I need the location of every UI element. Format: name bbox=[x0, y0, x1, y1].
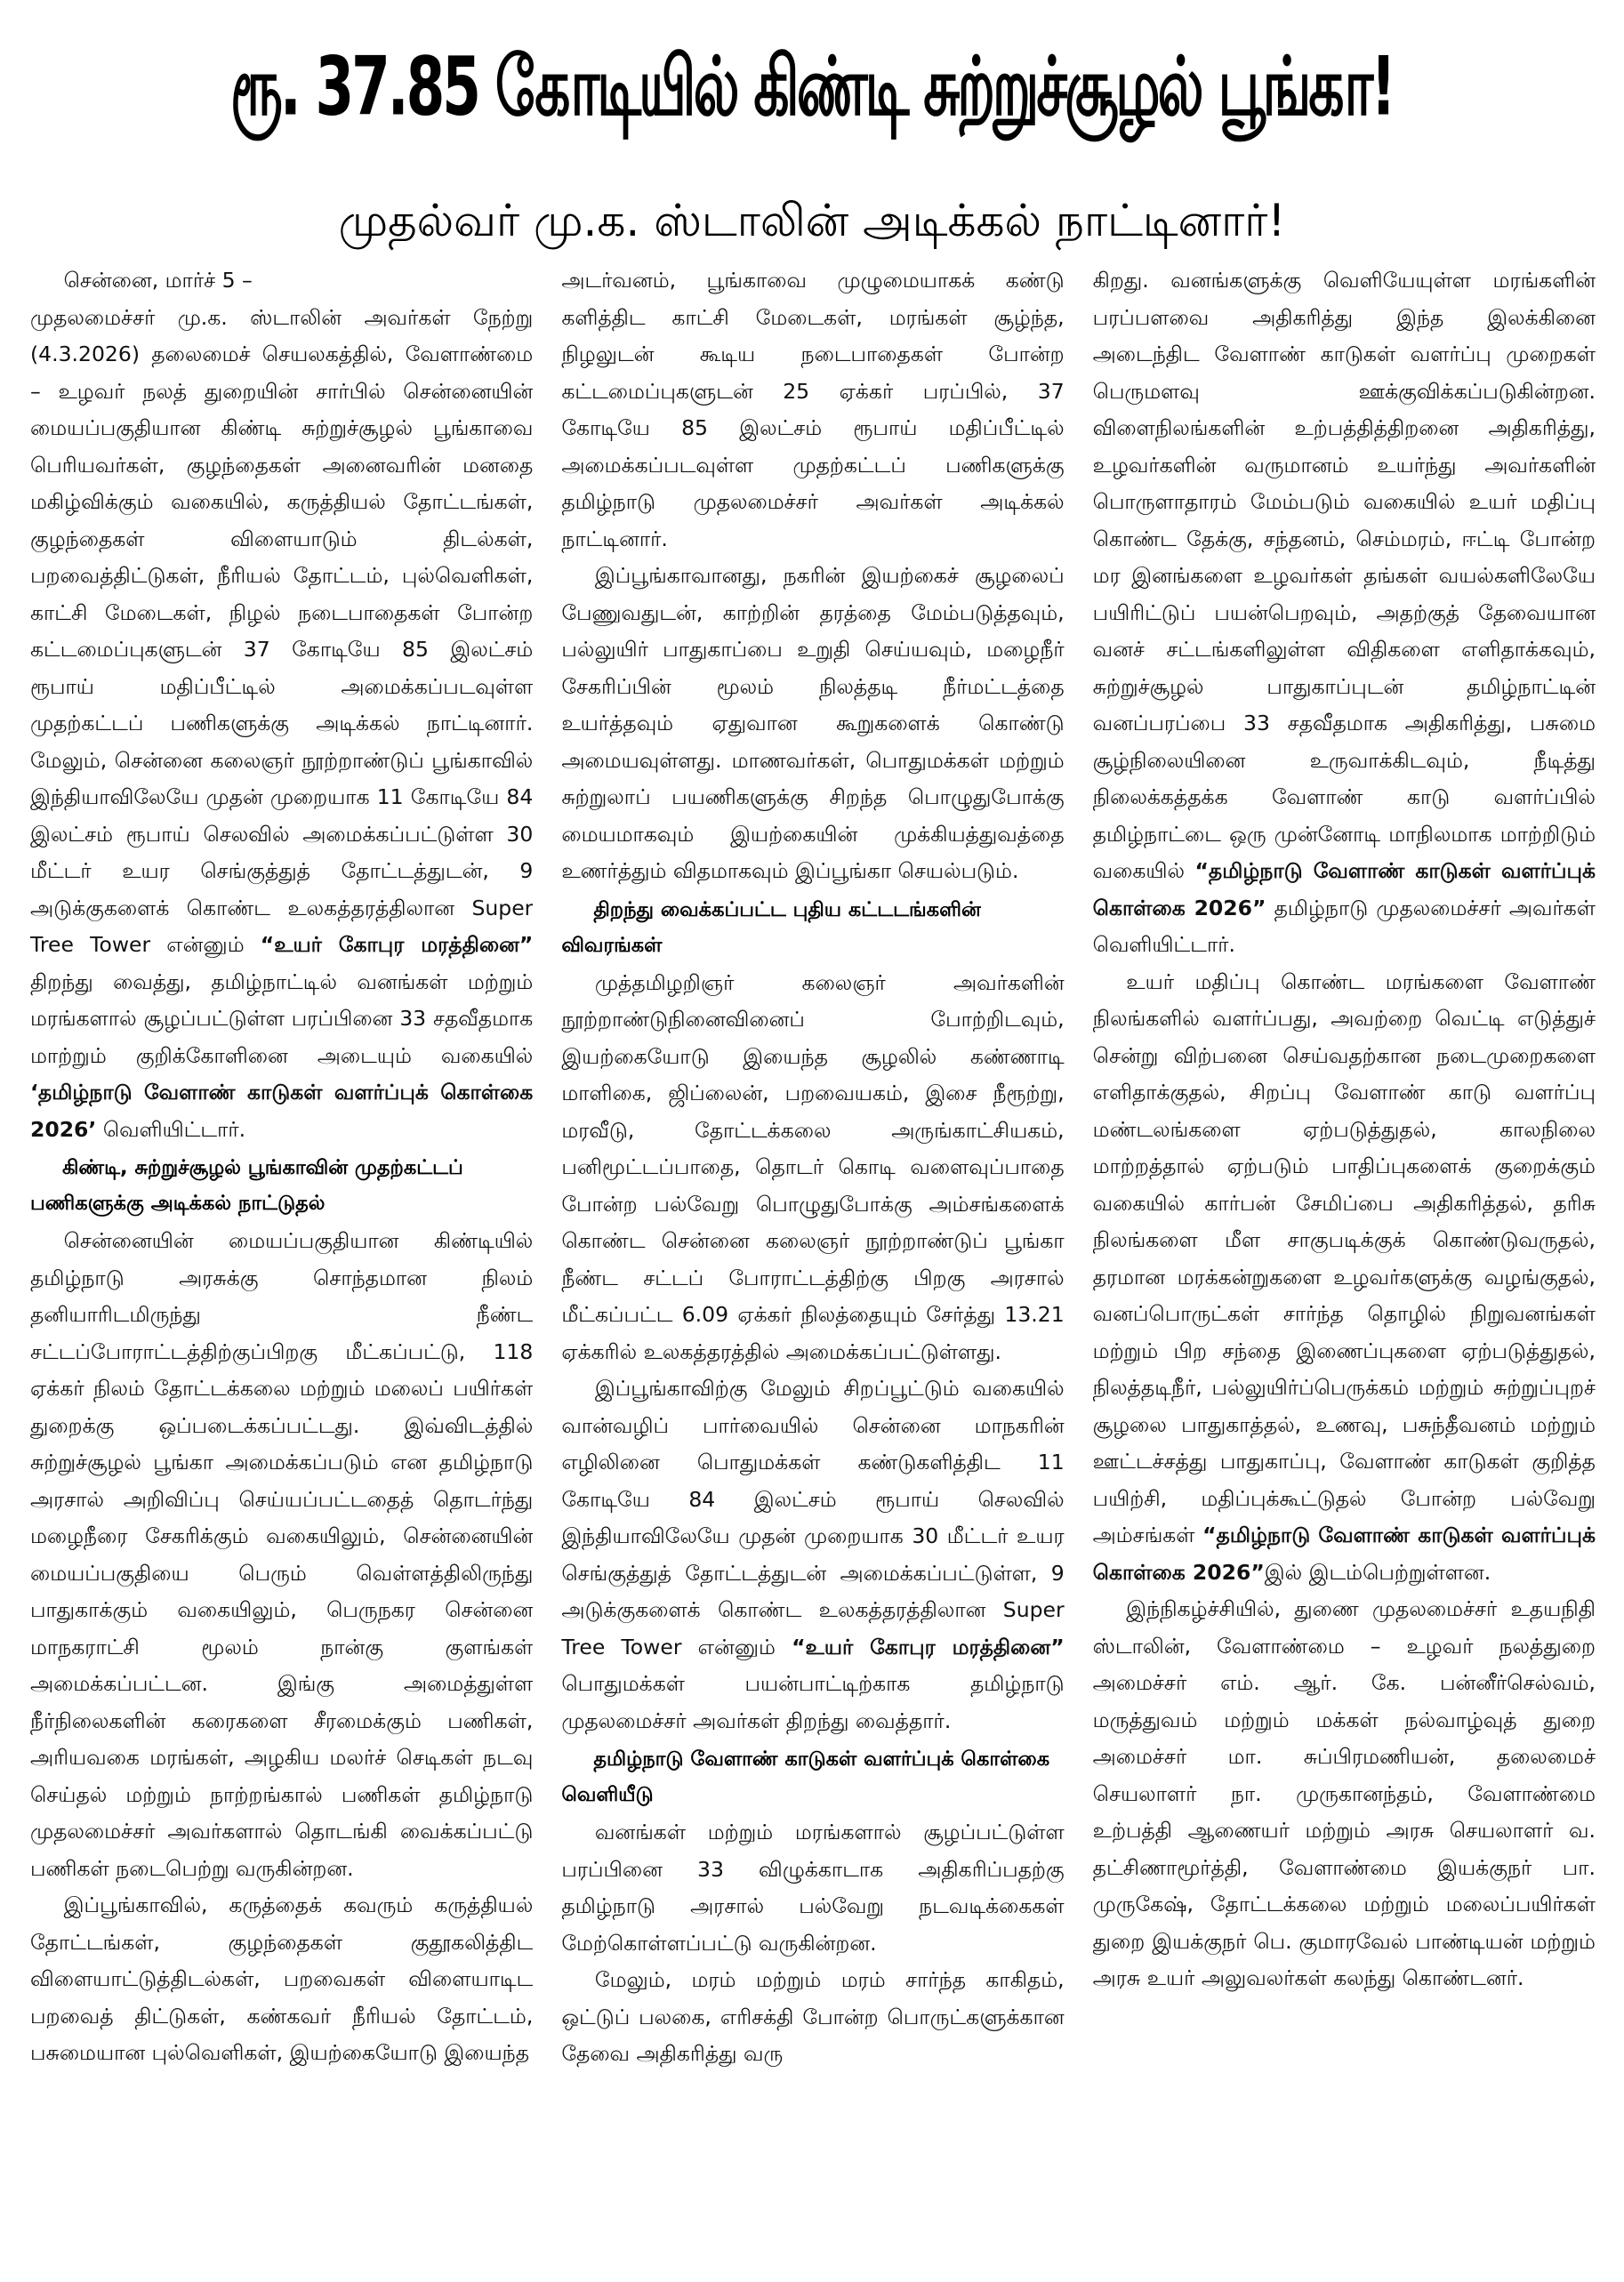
policy-name: “தமிழ்நாடு வேளாண் காடுகள் வளர்ப்புக் கொள்கை 2026” bbox=[1092, 858, 1596, 920]
paragraph: முத்தமிழறிஞர் கலைஞர் அவர்களின் நூற்றாண்டுநினைவினைப் போற்றிடவும், இயற்கையோடு இயைந்த சூழலில் கண்ணாடி மாளிகை, ஜிப்லைன், பறவையகம், இசை நீரூற்று, மரவீடு, தோட்டக்கலை அருங்காட்சியகம், பனிமூட்டப்பாதை, தொடர் கொடி வளைவுப்பாதை போன்ற பல்வேறு பொழுதுபோக்கு அம்சங்களைக் கொண்ட சென்னை கலைஞர் நூற்றாண்டுப் பூங்கா நீண்ட சட்டப் போராட்டத்திற்கு பிறகு அரசால் மீட்கப்பட்ட 6.09 ஏக்கர் நிலத்தையும் சேர்த்து 13.21 ஏக்கரில் உலகத்தரத்தில் அமைக்கப்பட்டுள்ளது. bbox=[561, 969, 1065, 1364]
article-columns bbox=[30, 262, 1596, 2277]
paragraph: அடர்வனம், பூங்காவை முழுமையாகக் கண்டு களித்திட காட்சி மேடைகள், மரங்கள் சூழ்ந்த, நிழலுடன் கூடிய நடைபாதைகள் போன்ற கட்டமைப்புகளுடன் 25 ஏக்கர் பரப்பில், 37 கோடியே 85 இலட்சம் ரூபாய் மதிப்பீட்டில் அமைக்கப்படவுள்ள முதற்கட்டப் பணிகளுக்கு தமிழ்நாடு முதலமைச்சர் அவர்கள் அடிக்கல் நாட்டினார். bbox=[561, 268, 1065, 551]
section-heading: திறந்து வைக்கப்பட்ட புதிய கட்டடங்களின் விவரங்கள் bbox=[561, 897, 981, 957]
paragraph-text: முதலமைச்சர் மு.க. ஸ்டாலின் அவர்கள் நேற்று (4.3.2026) தலைமைச் செயலகத்தில், வேளாண்மை – உழவர் நலத் துறையின் சார்பில் சென்னையின் மையப்பகுதியான கிண்டி சுற்றுச்சூழல் பூங்காவை பெரியவர்கள், குழந்தைகள் அனைவரின் மனதை மகிழ்விக்கும் வகையில், கருத்தியல் தோட்டங்கள், குழந்தைகள் விளையாடும் திடல்கள், பறவைத்திட்டுகள், நீரியல் தோட்டம், புல்வெளிகள், காட்சி மேடைகள், நிழல் நடைபாதைகள் போன்ற கட்டமைப்புகளுடன் 37 கோடியே 85 இலட்சம் ரூபாய் மதிப்பீட்டில் அமைக்கப்படவுள்ள முதற்கட்டப் பணிகளுக்கு அடிக்கல் நாட்டினார். மேலும், சென்னை கலைஞர் நூற்றாண்டுப் பூங்காவில் இந்தியாவிலேயே முதன் முறையாக 11 கோடியே 84 இலட்சம் ரூபாய் செலவில் அமைக்கப்பட்டுள்ள 30 மீட்டர் உயர செங்குத்துத் தோட்டத்துடன், 9 அடுக்குகளைக் கொண்ட உலகத்தரத்திலான Super Tree Tower என்னும் bbox=[30, 304, 534, 957]
section-heading: தமிழ்நாடு வேளாண் காடுகள் வளர்ப்புக் கொள்கை வெளியீடு bbox=[561, 1748, 1050, 1806]
policy-name: ‘தமிழ்நாடு வேளாண் காடுகள் வளர்ப்புக் கொள்கை 2026’ bbox=[30, 1080, 534, 1142]
bold-phrase: “உயர் கோபுர மரத்தினை” bbox=[792, 1634, 1065, 1659]
paragraph-text: வெளியிட்டார். bbox=[102, 1116, 246, 1142]
column-2 bbox=[561, 262, 1064, 2277]
dateline: சென்னை, மார்ச் 5 – bbox=[63, 268, 253, 293]
subheadline: முதல்வர் மு.க. ஸ்டாலின் அடிக்கல் நாட்டினார்! bbox=[338, 195, 1286, 246]
paragraph bbox=[30, 300, 533, 1149]
paragraph-text: இப்பூங்காவிற்கு மேலும் சிறப்பூட்டும் வகையில் வான்வழிப் பார்வையில் சென்னை மாநகரின் எழிலினை பொதுமக்கள் கண்டுகளித்திட 11 கோடியே 84 இலட்சம் ரூபாய் செலவில் இந்தியாவிலேயே முதன் முறையாக 30 மீட்டர் உயர செங்குத்துத் தோட்டத்துடன் அமைக்கப்பட்டுள்ள, 9 அடுக்குகளைக் கொண்ட உலகத்தரத்திலான Super Tree Tower என்னும் bbox=[561, 1376, 1065, 1659]
headline: ரூ. 37.85 கோடியில் கிண்டி சுற்றுச்சூழல் பூங்கா! bbox=[230, 39, 1394, 134]
bold-phrase: “உயர் கோபுர மரத்தினை” bbox=[260, 932, 534, 957]
paragraph: சென்னையின் மையப்பகுதியான கிண்டியில் தமிழ்நாடு அரசுக்கு சொந்தமான நிலம் தனியாரிடமிருந்து நீண்ட சட்டப்போராட்டத்திற்குப்பிறகு மீட்கப்பட்டு, 118 ஏக்கர் நிலம் தோட்டக்கலை மற்றும் மலைப் பயிர்கள் துறைக்கு ஒப்படைக்கப்பட்டது. இவ்விடத்தில் சுற்றுச்சூழல் பூங்கா அமைக்கப்படும் என தமிழ்நாடு அரசால் அறிவிப்பு செய்யப்பட்டதைத் தொடர்ந்து மழைநீரை சேகரிக்கும் வகையிலும், சென்னையின் மையப்பகுதியை பெரும் வெள்ளத்திலிருந்து பாதுகாக்கும் வகையிலும், பெருநகர சென்னை மாநகராட்சி மூலம் நான்கு குளங்கள் அமைக்கப்பட்டன. இங்கு அமைத்துள்ள நீர்நிலைகளின் கரைகளை சீரமைக்கும் பணிகள், அரியவகை மரங்கள், அழகிய மலர்ச் செடிகள் நடவு செய்தல் மற்றும் நாற்றங்கால் பணிகள் தமிழ்நாடு முதலமைச்சர் அவர்களால் தொடங்கி வைக்கப்பட்டு பணிகள் நடைபெற்று வருகின்றன. bbox=[30, 1228, 534, 1881]
paragraph bbox=[30, 262, 533, 300]
paragraph-text: திறந்து வைத்து, தமிழ்நாட்டில் வனங்கள் மற்றும் மரங்களால் சூழப்பட்டுள்ள பரப்பினை 33 சதவீதமாக மாற்றும் குறிக்கோளினை அடையும் வகையில் bbox=[30, 968, 534, 1068]
paragraph-text: உயர் மதிப்பு கொண்ட மரங்களை வேளாண் நிலங்களில் வளர்ப்பது, அவற்றை வெட்டி எடுத்துச் சென்று விற்பனை செய்வதற்கான நடைமுறைகளை எளிதாக்குதல், சிறப்பு வேளாண் காடு வளர்ப்பு மண்டலங்களை ஏற்படுத்துதல், காலநிலை மாற்றத்தால் ஏற்படும் பாதிப்புகளைக் குறைக்கும் வகையில் கார்பன் சேமிப்பை அதிகரித்தல், தரிசு நிலங்களை மீள சாகுபடிக்குக் கொண்டுவருதல், தரமான மரக்கன்றுகளை உழவர்களுக்கு வழங்குதல், வனப்பொருட்கள் சார்ந்த தொழில் நிறுவனங்கள் மற்றும் பிற சந்தை இணைப்புகளை ஏற்படுத்துதல், நிலத்தடிநீர், பல்லுயிர்ப்பெருக்கம் மற்றும் சுற்றுப்புறச் சூழலை பாதுகாத்தல், உணவு, பசுந்தீவனம் மற்றும் ஊட்டச்சத்து பாதுகாப்பு, வேளாண் காடுகள் குறித்த பயிற்சி, மதிப்புக்கூட்டுதல் போன்ற பல்வேறு அம்சங்கள் bbox=[1092, 968, 1596, 1547]
policy-name: “தமிழ்நாடு வேளாண் காடுகள் வளர்ப்புக் கொள்கை 2026” bbox=[1092, 1523, 1596, 1585]
paragraph: இப்பூங்காவில், கருத்தைக் கவரும் கருத்தியல் தோட்டங்கள், குழந்தைகள் குதூகலித்திட விளையாட்டுத்திடல்கள், பறவைகள் விளையாடிட பறவைத் திட்டுகள், கண்கவர் நீரியல் தோட்டம், பசுமையான புல்வெளிகள், இயற்கையோடு இயைந்த bbox=[30, 1892, 534, 2065]
column-1 bbox=[30, 262, 533, 2277]
paragraph-text: இல் இடம்பெற்றுள்ளன. bbox=[1264, 1559, 1491, 1585]
paragraph: இப்பூங்காவானது, நகரின் இயற்கைச் சூழலைப் பேணுவதுடன், காற்றின் தரத்தை மேம்படுத்தவும், பல்லுயிர் பாதுகாப்பை உறுதி செய்யவும், மழைநீர் சேகரிப்பின் மூலம் நிலத்தடி நீர்மட்டத்தை உயர்த்தவும் ஏதுவான கூறுகளைக் கொண்டு அமையவுள்ளது. மாணவர்கள், பொதுமக்கள் மற்றும் சுற்றுலாப் பயணிகளுக்கு சிறந்த பொழுதுபோக்கு மையமாகவும் இயற்கையின் முக்கியத்துவத்தை உணர்த்தும் விதமாகவும் இப்பூங்கா செயல்படும். bbox=[561, 563, 1065, 883]
section-heading: கிண்டி, சுற்றுச்சூழல் பூங்காவின் முதற்கட்டப் பணிகளுக்கு அடிக்கல் நாட்டுதல் bbox=[30, 1156, 463, 1215]
paragraph: வனங்கள் மற்றும் மரங்களால் சூழப்பட்டுள்ள பரப்பினை 33 விழுக்காடாக அதிகரிப்பதற்கு தமிழ்நாடு அரசால் பல்வேறு நடவடிக்கைகள் மேற்கொள்ளப்பட்டு வருகின்றன. bbox=[561, 1820, 1065, 1956]
column-3 bbox=[1093, 262, 1596, 2277]
paragraph: மேலும், மரம் மற்றும் மரம் சார்ந்த காகிதம், ஒட்டுப் பலகை, எரிசக்தி போன்ற பொருட்களுக்கான தேவை அதிகரித்து வரு bbox=[561, 1967, 1065, 2066]
paragraph bbox=[1093, 262, 1596, 964]
paragraph bbox=[1093, 964, 1596, 1592]
paragraph: இந்நிகழ்ச்சியில், துணை முதலமைச்சர் உதயநிதி ஸ்டாலின், வேளாண்மை – உழவர் நலத்துறை அமைச்சர் எம். ஆர். கே. பன்னீர்செல்வம், மருத்துவம் மற்றும் மக்கள் நல்வாழ்வுத் துறை அமைச்சர் மா. சுப்பிரமணியன், தலைமைச் செயலாளர் நா. முருகானந்தம், வேளாண்மை உற்பத்தி ஆணையர் மற்றும் அரசு செயலாளர் வ. தட்சிணாமூர்த்தி, வேளாண்மை இயக்குநர் பா. முருகேஷ், தோட்டக்கலை மற்றும் மலைப்பயிர்கள் துறை இயக்குநர் பெ. குமாரவேல் பாண்டியன் மற்றும் அரசு உயர் அலுவலர்கள் கலந்து கொண்டனர். bbox=[1092, 1596, 1596, 1990]
paragraph bbox=[561, 1370, 1064, 1740]
paragraph-text: பொதுமக்கள் பயன்பாட்டிற்காக தமிழ்நாடு முதலமைச்சர் அவர்கள் திறந்து வைத்தார். bbox=[561, 1671, 1065, 1733]
paragraph-text: தமிழ்நாடு முதலமைச்சர் அவர்கள் வெளியிட்டார். bbox=[1092, 895, 1596, 957]
paragraph-text: கிறது. வனங்களுக்கு வெளியேயுள்ள மரங்களின் பரப்பளவை அதிகரித்து இந்த இலக்கினை அடைந்திட வேளாண் காடுகள் வளர்ப்பு முறைகள் பெருமளவு ஊக்குவிக்கப்படுகின்றன. விளைநிலங்களின் உற்பத்தித்திறனை அதிகரித்து, உழவர்களின் வருமானம் உயர்ந்து அவர்களின் பொருளாதாரம் மேம்படும் வகையில் உயர் மதிப்பு கொண்ட தேக்கு, சந்தனம், செம்மரம், ஈட்டி போன்ற மர இனங்களை உழவர்கள் தங்கள் வயல்களிலேயே பயிரிட்டுப் பயன்பெறவும், அதற்குத் தேவையான வனச் சட்டங்களிலுள்ள விதிகளை எளிதாக்கவும், சுற்றுச்சூழல் பாதுகாப்புடன் தமிழ்நாட்டின் வனப்பரப்பை 33 சதவீதமாக அதிகரித்து, பசுமை சூழ்நிலையினை உருவாக்கிடவும், நீடித்து நிலைக்கத்தக்க வேளாண் காடு வளர்ப்பில் தமிழ்நாட்டை ஒரு முன்னோடி மாநிலமாக மாற்றிடும் வகையில் bbox=[1092, 268, 1596, 883]
